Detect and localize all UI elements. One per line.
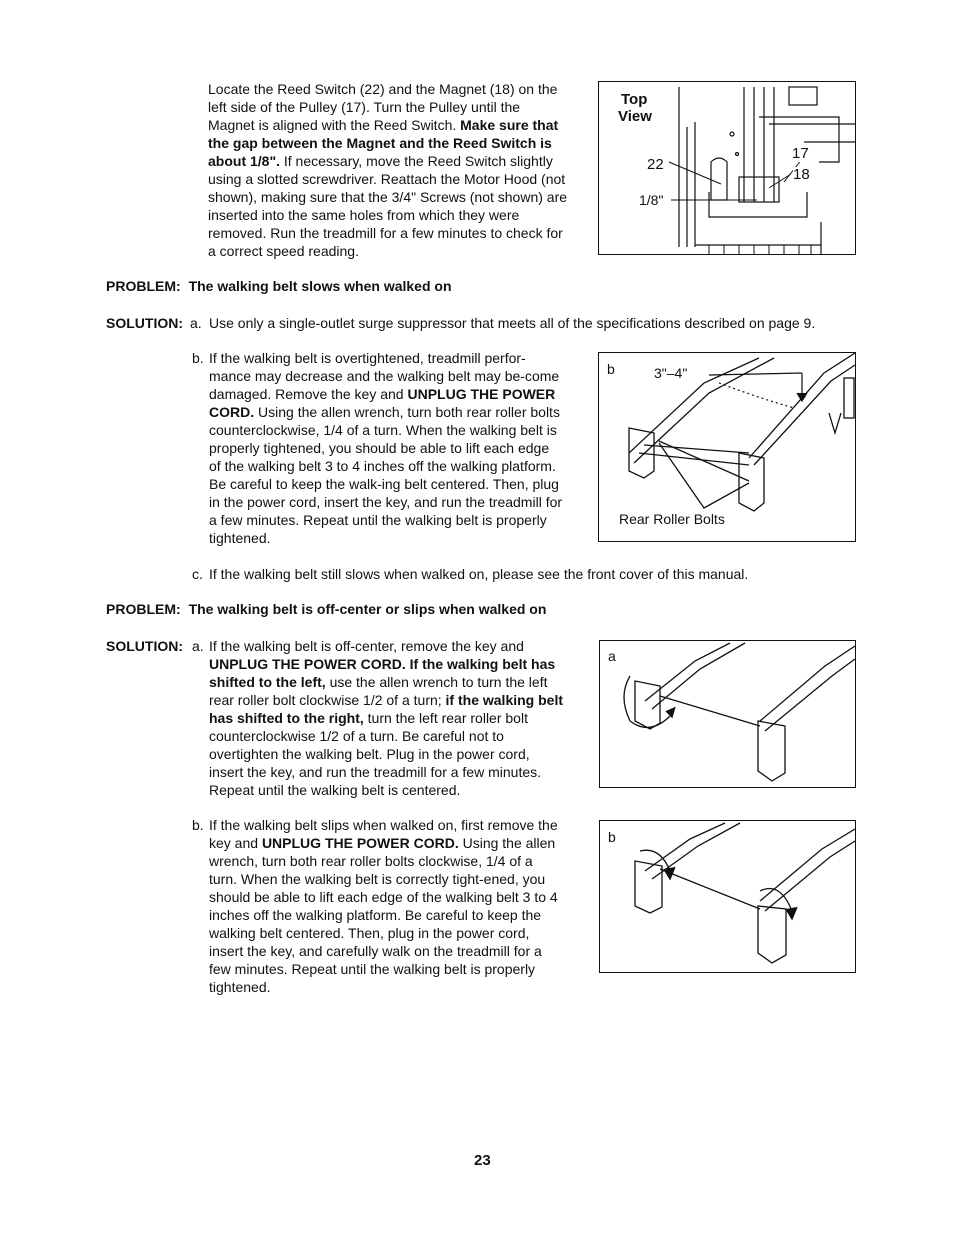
figure-off-center — [599, 640, 856, 788]
solution-2a-text-3: turn the left rear roller bolt counterclockwise 1/2 of a turn. Be careful not to overtighten the walking belt. Plug in the power cord, insert the key, and run the treadmill for a few minutes. Repeat until the walking belt is centered. — [209, 710, 542, 798]
figure-belt-slips — [599, 820, 856, 973]
solution-2a-letter: a. — [192, 638, 204, 654]
solution-1a-letter: a. — [190, 315, 202, 331]
label-17: 17 — [792, 145, 809, 162]
problem-2-text: The walking belt is off-center or slips when walked on — [188, 601, 547, 617]
problem-label: PROBLEM: — [106, 278, 181, 294]
figure-top-view — [598, 81, 856, 255]
solution-2b-text-2: Using the allen wrench, turn both rear roller bolts clockwise, 1/4 of a turn. When the walking belt is correctly tight-ened, you should be able to lift each edge of the walking belt 3 to 4 inches off the walking platform. Be careful to keep the walking belt centered. Then, plug in the power cord, insert the key, and carefully walk on the treadmill for a few minutes. Repeat until the walking belt is properly tightened. — [209, 835, 558, 995]
top-view-title-2: View — [618, 108, 652, 125]
label-22: 22 — [647, 156, 664, 173]
solution-2a-text-2: use the allen wrench to turn the left rear roller bolt clockwise 1/2 of a turn; — [209, 674, 548, 708]
figure-b1-letter: b — [607, 361, 615, 377]
solution-2a-text-1: If the walking belt is off-center, remove the key and — [209, 638, 524, 654]
solution-2a-bold-2: if the walking belt has shifted to the right, — [209, 692, 564, 726]
page-number: 23 — [474, 1152, 491, 1169]
solution-1-label: SOLUTION: — [106, 315, 183, 331]
intro-text-2: If necessary, move the Reed Switch slightly using a slotted screwdriver. Reattach the Motor Hood (not shown), making sure that the 3/4" Screws (not shown) are inserted into the same holes from which they were removed. Run the treadmill for a few minutes to check for a correct speed reading. — [208, 153, 568, 259]
solution-1c-letter: c. — [192, 566, 203, 582]
solution-2-label: SOLUTION: — [106, 638, 183, 654]
intro-text-bold: Make sure that the gap between the Magnet and the Reed Switch is about 1/8". — [208, 117, 559, 169]
problem-2-heading — [106, 600, 546, 618]
figure-rear-roller-bolts — [598, 352, 856, 542]
belt-slips-drawing — [600, 821, 855, 972]
figure-a2-letter: a — [608, 648, 616, 664]
solution-1a-text: Use only a single-outlet surge suppressor that meets all of the specifications described on page 9. — [209, 315, 816, 331]
solution-2b-text-1: If the walking belt slips when walked on, first remove the key and — [209, 817, 558, 851]
intro-text-1: Locate the Reed Switch (22) and the Magnet (18) on the left side of the Pulley (17). Turn the Pulley until the Magnet is aligned with the Reed Switch. — [208, 81, 558, 133]
solution-2b-letter: b. — [192, 817, 204, 833]
solution-1b-text — [209, 349, 564, 547]
solution-2a-bold-1: UNPLUG THE POWER CORD. If the walking belt has shifted to the left, — [209, 656, 556, 690]
solution-1b-text-2: Using the allen wrench, turn both rear roller bolts counterclockwise, 1/4 of a turn. When the walking belt is properly tightened, you should be able to lift each edge of the walking belt 3 to 4 inches off the walking platform. Be careful to keep the walk-ing belt centered. Then, plug in the power cord, insert the key, and run the treadmill for a few minutes. Repeat until the walking belt is properly tightened. — [209, 404, 563, 546]
problem-2-label: PROBLEM: — [106, 601, 181, 617]
intro-paragraph — [208, 80, 570, 260]
solution-1b-letter: b. — [192, 350, 204, 366]
solution-1b-text-1: If the walking belt is overtightened, treadmill perfor-mance may decrease and the walking belt may be-come damaged. Remove the key and — [209, 350, 560, 402]
rear-roller-bolts-caption: Rear Roller Bolts — [619, 511, 725, 527]
off-center-drawing — [600, 641, 855, 787]
figure-b2-letter: b — [608, 829, 616, 845]
solution-2b-text — [209, 816, 564, 996]
problem-1-heading — [106, 277, 452, 295]
top-view-title-1: Top — [621, 91, 648, 108]
solution-2a-text — [209, 637, 564, 799]
solution-2b-bold: UNPLUG THE POWER CORD. — [261, 835, 459, 851]
solution-1c-text: If the walking belt still slows when walked on, please see the front cover of this manual. — [209, 566, 749, 582]
solution-1b-bold: UNPLUG THE POWER CORD. — [209, 386, 556, 420]
problem-1-text: The walking belt slows when walked on — [188, 278, 452, 294]
measure-label: 3"–4" — [654, 365, 688, 381]
label-gap: 1/8" — [639, 192, 664, 208]
label-18: 18 — [793, 166, 810, 183]
